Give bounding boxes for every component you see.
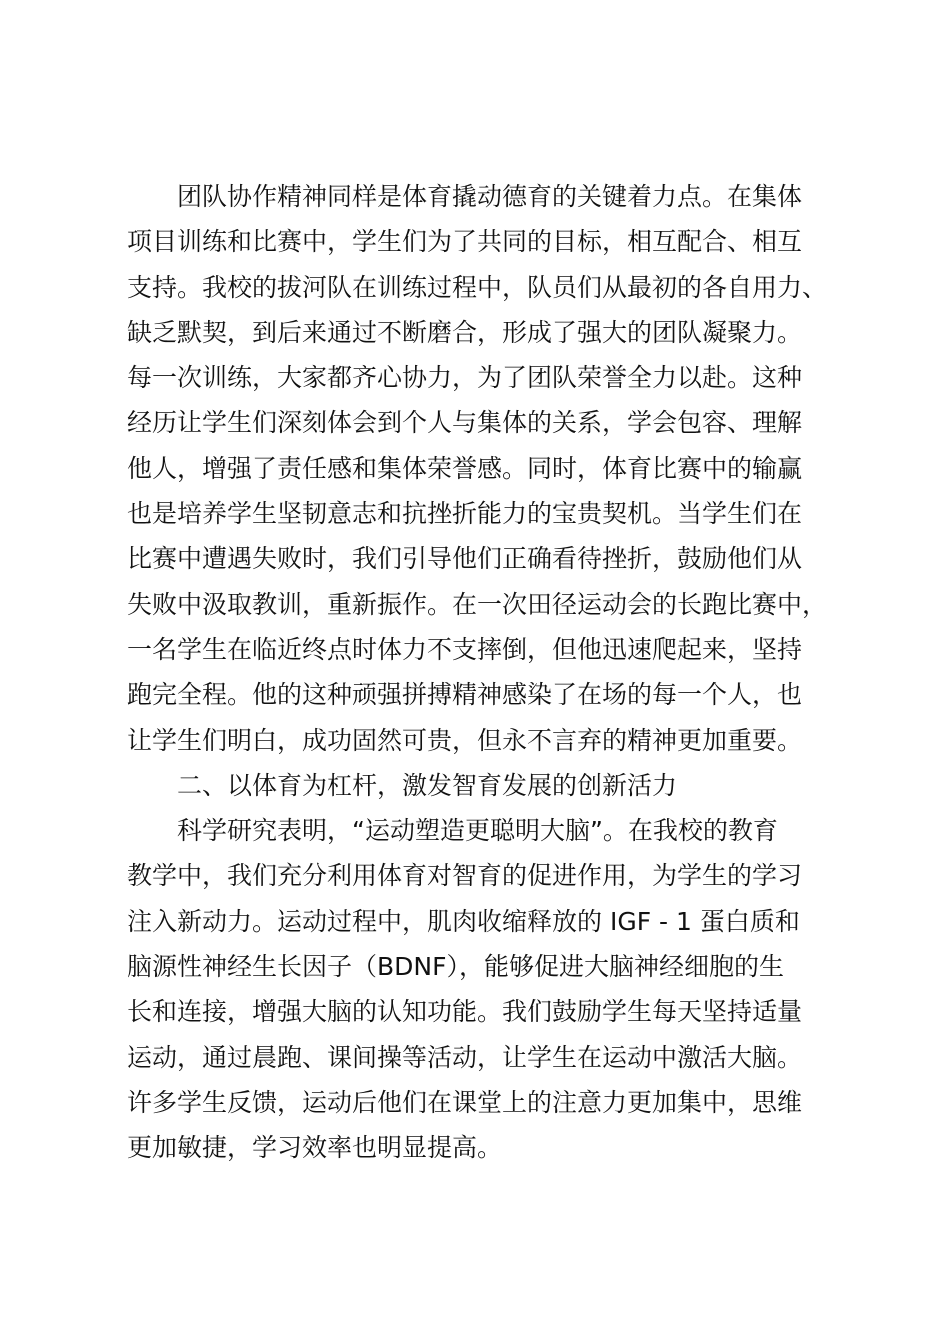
section-heading-text: 二、以体育为杠杆，激发智育发展的创新活力 <box>177 770 678 800</box>
paragraph-line: 失败中汲取教训，重新振作。在一次田径运动会的长跑比赛中， <box>127 589 828 619</box>
paragraph-line: 许多学生反馈，运动后他们在课堂上的注意力更加集中，思维 <box>127 1087 803 1117</box>
paragraph-line: 经历让学生们深刻体会到个人与集体的关系，学会包容、理解 <box>127 408 803 438</box>
section-heading <box>127 763 839 808</box>
paragraph-line: 也是培养学生坚韧意志和抗挫折能力的宝贵契机。当学生们在 <box>127 499 803 529</box>
paragraph-line: 注入新动力。运动过程中，肌肉收缩释放的 IGF - 1 蛋白质和 <box>127 906 800 936</box>
paragraph-line: 团队协作精神同样是体育撬动德育的关键着力点。在集体 <box>177 182 803 211</box>
paragraph-line: 支持。我校的拔河队在训练过程中，队员们从最初的各自用力、 <box>127 272 828 302</box>
paragraph-line: 项目训练和比赛中，学生们为了共同的目标，相互配合、相互 <box>127 227 803 257</box>
paragraph-line: 科学研究表明，“运动塑造更聪明大脑”。在我校的教育 <box>177 816 778 846</box>
paragraph-line: 运动，通过晨跑、课间操等活动，让学生在运动中激活大脑。 <box>127 1042 803 1072</box>
document-body <box>127 174 839 1171</box>
paragraph-teamwork <box>127 174 839 763</box>
paragraph-line: 比赛中遭遇失败时，我们引导他们正确看待挫折，鼓励他们从 <box>127 544 803 574</box>
paragraph-science <box>127 808 839 1170</box>
paragraph-line: 他人，增强了责任感和集体荣誉感。同时，体育比赛中的输赢 <box>127 453 803 483</box>
paragraph-line: 教学中，我们充分利用体育对智育的促进作用，为学生的学习 <box>127 861 803 891</box>
paragraph-line: 长和连接，增强大脑的认知功能。我们鼓励学生每天坚持适量 <box>127 997 803 1027</box>
paragraph-line: 跑完全程。他的这种顽强拼搏精神感染了在场的每一个人，也 <box>127 680 803 710</box>
paragraph-line: 缺乏默契，到后来通过不断磨合，形成了强大的团队凝聚力。 <box>127 317 803 347</box>
paragraph-line: 让学生们明白，成功固然可贵，但永不言弃的精神更加重要。 <box>127 725 803 755</box>
paragraph-line: 每一次训练，大家都齐心协力，为了团队荣誉全力以赴。这种 <box>127 363 803 393</box>
paragraph-line: 脑源性神经生长因子（BDNF），能够促进大脑神经细胞的生 <box>127 952 784 982</box>
paragraph-line: 更加敏捷，学习效率也明显提高。 <box>127 1133 503 1163</box>
paragraph-line: 一名学生在临近终点时体力不支摔倒，但他迅速爬起来，坚持 <box>127 634 803 664</box>
